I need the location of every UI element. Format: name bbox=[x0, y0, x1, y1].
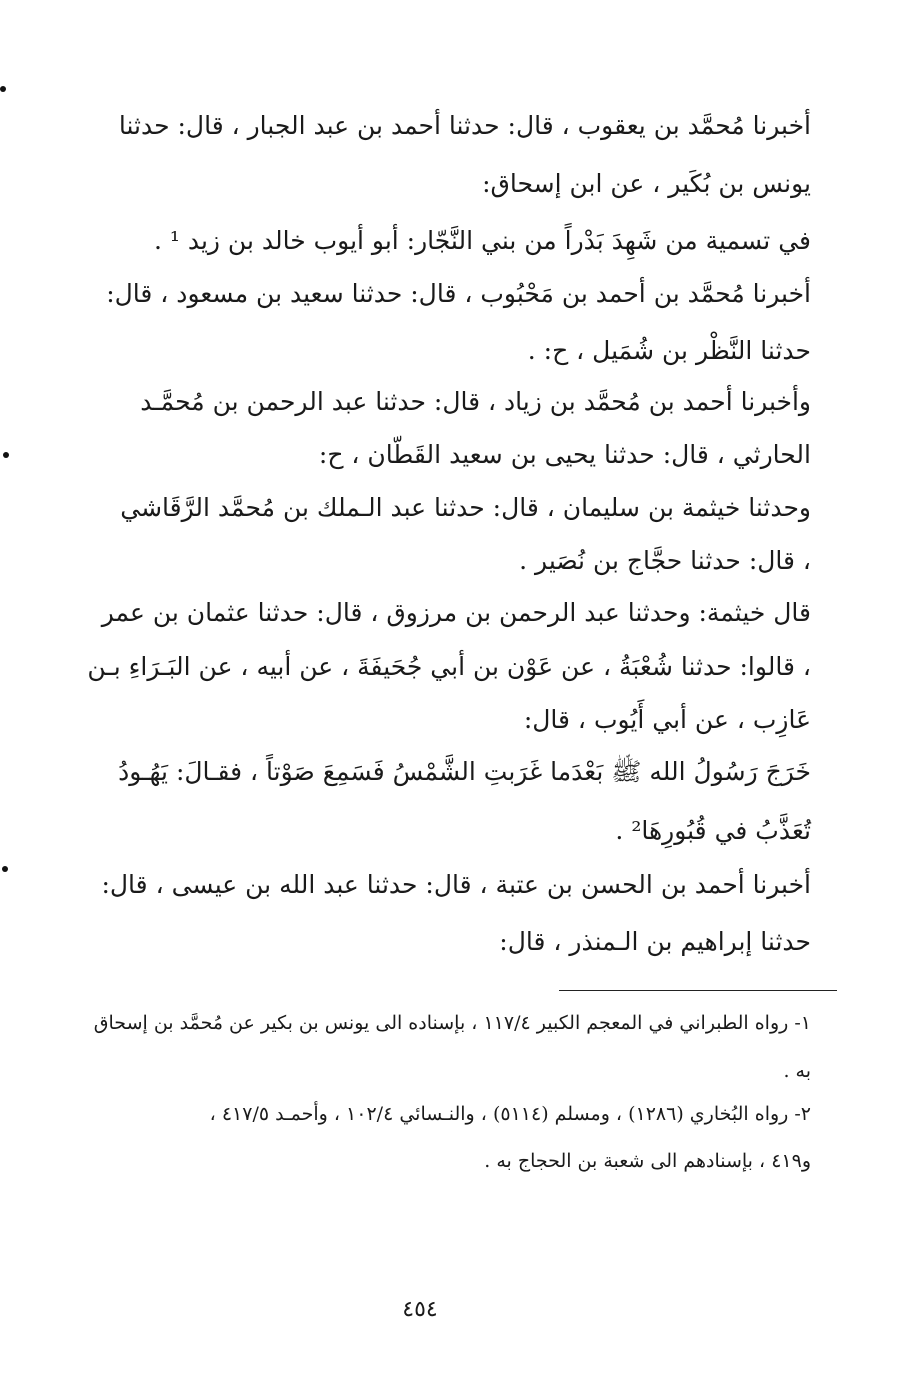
hadith-text-line: تُعَذَّبُ في قُبُورِهَا² . bbox=[615, 816, 811, 845]
page-number: ٤٥٤ bbox=[402, 1297, 438, 1322]
body-line: قال خيثمة: وحدثنا عبد الرحمن بن مرزوق ، قال: حدثنا عثمان بن عمر bbox=[101, 598, 811, 627]
body-line: الحارثي ، قال: حدثنا يحيى بن سعيد القَطّان ، ح: bbox=[318, 440, 811, 469]
footnote-line: ١- رواه الطبراني في المعجم الكبير ١١٧/٤ ، بإسناده الى يونس بن بكير عن مُحمَّد بن إسحاق bbox=[93, 1012, 811, 1034]
body-line: وحدثنا خيثمة بن سليمان ، قال: حدثنا عبد الـملك بن مُحمَّد الرَّقَاشي bbox=[120, 493, 811, 522]
body-line: في تسمية من شَهِدَ بَدْراً من بني النَّجّار: أبو أيوب خالد بن زيد ¹ . bbox=[153, 226, 811, 255]
body-line: ، قال: حدثنا حجَّاج بن نُصَير . bbox=[519, 546, 811, 575]
scan-mark bbox=[3, 452, 9, 458]
scan-mark bbox=[0, 86, 6, 92]
body-line: حدثنا إبراهيم بن الـمنذر ، قال: bbox=[499, 927, 811, 956]
body-line: يونس بن بُكَير ، عن ابن إسحاق: bbox=[482, 169, 811, 198]
hadith-text-line: خَرَجَ رَسُولُ الله ﷺ بَعْدَما غَرَبتِ الشَّمْسُ فَسَمِعَ صَوْتاً ، فقـالَ: يَهُـودُ bbox=[118, 757, 811, 786]
scan-mark bbox=[2, 866, 8, 872]
footnote-line: ٢- رواه البُخاري (١٢٨٦) ، ومسلم (٥١١٤) ، والنـسائي ١٠٢/٤ ، وأحمـد ٤١٧/٥ ، bbox=[209, 1103, 811, 1125]
body-line: حدثنا النَّظْر بن شُمَيل ، ح: . bbox=[527, 336, 811, 365]
footnote-line: به . bbox=[783, 1060, 811, 1082]
body-line: أخبرنا أحمد بن الحسن بن عتبة ، قال: حدثنا عبد الله بن عيسى ، قال: bbox=[101, 870, 811, 899]
body-line: عَازِب ، عن أبي أَيُوب ، قال: bbox=[523, 705, 811, 734]
body-line: وأخبرنا أحمد بن مُحمَّد بن زياد ، قال: حدثنا عبد الرحمن بن مُحمَّـد bbox=[140, 387, 811, 416]
footnote-line: و٤١٩ ، بإسنادهم الى شعبة بن الحجاج به . bbox=[484, 1150, 811, 1172]
footnote-separator bbox=[559, 990, 837, 991]
body-line: أخبرنا مُحمَّد بن يعقوب ، قال: حدثنا أحمد بن عبد الجبار ، قال: حدثنا bbox=[118, 111, 811, 140]
body-line: أخبرنا مُحمَّد بن أحمد بن مَحْبُوب ، قال: حدثنا سعيد بن مسعود ، قال: bbox=[106, 279, 811, 308]
body-line: ، قالوا: حدثنا شُعْبَةُ ، عن عَوْن بن أبي جُحَيفَةَ ، عن أبيه ، عن البَـرَاءِ بـن bbox=[87, 652, 811, 681]
